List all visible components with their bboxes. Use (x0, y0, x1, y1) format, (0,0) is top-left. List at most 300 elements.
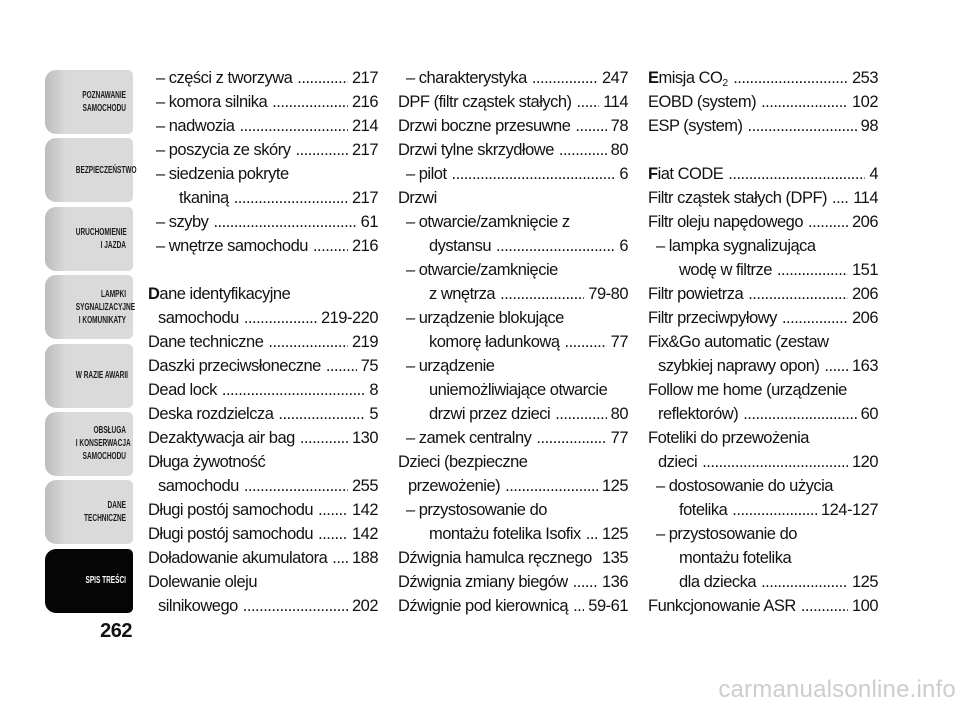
index-entry (648, 66, 878, 90)
index-entry (148, 546, 378, 570)
entry-label (429, 234, 491, 258)
index-entry-continuation (648, 354, 878, 378)
entry-label-text: – nadwozia (156, 117, 235, 135)
dot-leader (505, 474, 598, 498)
index-subentry (648, 234, 878, 258)
entry-label-text: Filtr przeciwpyłowy (648, 309, 777, 327)
dot-leader (272, 90, 348, 114)
dot-leader (808, 210, 848, 234)
index-subentry-continuation (398, 378, 628, 402)
entry-label (429, 522, 581, 546)
chapter-tab-label: SAMOCHODU (82, 102, 126, 114)
index-entry-continuation (148, 594, 378, 618)
dot-leader (761, 90, 848, 114)
entry-label (398, 114, 570, 138)
index-subentry (148, 162, 378, 186)
page-reference: 61 (360, 213, 378, 231)
entry-label (648, 210, 803, 234)
index-entry-continuation (148, 306, 378, 330)
index-subentry-continuation (648, 258, 878, 282)
index-entry (148, 450, 378, 474)
dot-leader (234, 186, 348, 210)
page-number: 262 (100, 620, 132, 642)
entry-label (658, 402, 738, 426)
index-column-3 (648, 66, 878, 618)
entry-label (398, 90, 572, 114)
entry-label (156, 114, 234, 138)
page-reference: 98 (860, 117, 878, 135)
page-reference: 216 (351, 93, 378, 111)
chapter-tab-label: BEZPIECZEŃSTWO (75, 163, 137, 176)
chapter-tab-label: URUCHOMIENIE (75, 225, 127, 238)
entry-label (429, 402, 550, 426)
entry-label-text: – siedzenia pokryte (156, 165, 289, 183)
page-reference: 253 (851, 69, 878, 87)
page-reference: 8 (369, 381, 378, 399)
entry-label-text: Fiat CODE (648, 165, 724, 183)
entry-label-text: montażu fotelika (679, 549, 792, 567)
index-entry (648, 186, 878, 210)
index-subentry (398, 258, 628, 282)
index-entry (648, 378, 878, 402)
entry-label (148, 330, 263, 354)
page-reference: 6 (619, 237, 628, 255)
dot-leader (239, 114, 347, 138)
dot-leader (532, 66, 598, 90)
entry-label-text: wodę w filtrze (679, 261, 772, 279)
entry-label-text: Drzwi (398, 189, 437, 207)
index-entry (398, 114, 628, 138)
entry-label (398, 594, 568, 618)
chapter-tab-lampki-sygnalizacyjne-i-komunikaty[interactable] (45, 275, 136, 339)
page-reference: 206 (851, 309, 878, 327)
entry-label (406, 498, 547, 522)
entry-label-text: – części z tworzywa (156, 69, 293, 87)
entry-label-text: Emisja CO (648, 69, 723, 87)
entry-label-text: dzieci (658, 453, 698, 471)
entry-label (429, 378, 607, 402)
page-reference: 151 (851, 261, 878, 279)
page-reference: 219 (351, 333, 378, 351)
dot-leader (559, 138, 607, 162)
page-reference: 6 (619, 165, 628, 183)
entry-label (156, 234, 308, 258)
index-subentry (398, 162, 628, 186)
index-subentry-continuation (398, 282, 628, 306)
entry-label (648, 90, 756, 114)
entry-label-text: szybkiej naprawy opon) (658, 357, 820, 375)
entry-label-text: Foteliki do przewożenia (648, 429, 809, 447)
page-reference: 77 (610, 429, 628, 447)
index-subentry (148, 210, 378, 234)
dot-leader (777, 258, 848, 282)
entry-label (658, 450, 697, 474)
index-entry (648, 282, 878, 306)
entry-label-text: Funkcjonowanie ASR (648, 597, 796, 615)
page-reference: 80 (610, 141, 628, 159)
dot-leader (728, 162, 865, 186)
dot-leader (243, 594, 348, 618)
dot-leader (801, 594, 848, 618)
chapter-tabs (45, 70, 137, 613)
page-reference: 217 (351, 69, 378, 87)
entry-label-text: – przystosowanie do (656, 525, 797, 543)
page-reference: 142 (351, 525, 378, 543)
entry-label (429, 330, 560, 354)
dot-leader (326, 354, 357, 378)
index-subentry-continuation (398, 234, 628, 258)
index-entry (648, 426, 878, 450)
page-reference: 163 (851, 357, 878, 375)
entry-label (148, 426, 295, 450)
index-entry-continuation (648, 450, 878, 474)
dot-leader (586, 522, 598, 546)
index-entry (148, 426, 378, 450)
page-reference: 102 (851, 93, 878, 111)
chapter-tab-label: TECHNICZNE (84, 512, 126, 525)
entry-label (658, 354, 819, 378)
entry-label (148, 402, 273, 426)
entry-label-text: – lampka sygnalizująca (656, 237, 816, 255)
entry-label (148, 450, 265, 474)
page-reference: 124-127 (820, 501, 878, 519)
entry-label-text: – szyby (156, 213, 209, 231)
index-entry-continuation (648, 402, 878, 426)
entry-label-text: – dostosowanie do użycia (656, 477, 833, 495)
index-entry (648, 210, 878, 234)
entry-label (406, 354, 494, 378)
page-reference: 80 (610, 405, 628, 423)
index-entry (148, 330, 378, 354)
index-subentry (148, 66, 378, 90)
dot-leader (555, 402, 606, 426)
entry-label (158, 594, 238, 618)
index-entry (398, 450, 628, 474)
index-subentry (398, 498, 628, 522)
entry-label (406, 426, 531, 450)
index-entry-continuation (398, 474, 628, 498)
dot-leader (824, 354, 848, 378)
dot-leader (500, 282, 584, 306)
entry-label-text: Dźwignia hamulca ręcznego (398, 549, 592, 567)
entry-label (429, 282, 495, 306)
index-column-1 (148, 66, 378, 618)
chapter-tab-label: I KONSERWACJA (75, 437, 131, 450)
entry-label (148, 546, 327, 570)
entry-label (156, 66, 292, 90)
entry-label (398, 138, 554, 162)
entry-label-text: samochodu (158, 477, 239, 495)
entry-label-text: – przystosowanie do (406, 501, 547, 519)
chapter-tab-label: OBSŁUGA (93, 424, 126, 437)
entry-label-text: Dezaktywacja air bag (148, 429, 295, 447)
entry-label (406, 306, 564, 330)
entry-label (156, 90, 267, 114)
index-subentry (398, 66, 628, 90)
index-entry (148, 378, 378, 402)
index-entry (148, 282, 378, 306)
index-entry (398, 546, 628, 570)
entry-label-text: reflektorów) (658, 405, 739, 423)
page-reference: 136 (601, 573, 628, 591)
page-reference: 60 (860, 405, 878, 423)
chapter-tab-label: SPIS TREŚCI (85, 574, 126, 587)
page-reference: 142 (351, 501, 378, 519)
entry-label (156, 162, 289, 186)
entry-label-text: Dolewanie oleju (148, 573, 257, 591)
entry-label (648, 426, 809, 450)
dot-leader (295, 138, 347, 162)
page-reference: 206 (851, 213, 878, 231)
entry-label (656, 522, 797, 546)
index-entry (648, 114, 878, 138)
dot-leader (761, 570, 848, 594)
entry-label (656, 234, 816, 258)
entry-label-text: Fix&Go automatic (zestaw (648, 333, 829, 351)
index-entry (398, 138, 628, 162)
page-reference: 59-61 (588, 597, 628, 615)
entry-label-text: Dead lock (148, 381, 217, 399)
index-subentry (148, 90, 378, 114)
page-reference: 75 (360, 357, 378, 375)
chapter-tab-label: DANE (107, 499, 126, 512)
entry-label (148, 354, 321, 378)
dot-leader (318, 522, 348, 546)
dot-leader (702, 450, 848, 474)
entry-label-text: Filtr powietrza (648, 285, 744, 303)
index-subentry (398, 306, 628, 330)
entry-label (148, 522, 313, 546)
entry-label-text: – otwarcie/zamknięcie z (406, 213, 570, 231)
chapter-tab-bezpieczenstwo[interactable] (45, 138, 137, 202)
page-reference: 100 (851, 597, 878, 615)
entry-label (406, 162, 447, 186)
entry-label (648, 114, 743, 138)
page-reference: 219-220 (320, 309, 378, 327)
dot-leader (222, 378, 365, 402)
dot-leader (748, 282, 848, 306)
page-reference: 255 (351, 477, 378, 495)
entry-label-text: Dźwignie pod kierownicą (398, 597, 569, 615)
index-subentry-continuation (648, 546, 878, 570)
index-entry (648, 330, 878, 354)
entry-label-text: dystansu (429, 237, 492, 255)
page-reference: 188 (351, 549, 378, 567)
index-subentry (398, 426, 628, 450)
page-reference: 120 (851, 453, 878, 471)
entry-label (398, 450, 527, 474)
page-reference: 78 (610, 117, 628, 135)
dot-leader (573, 570, 598, 594)
page-reference: 125 (601, 477, 628, 495)
dot-leader (452, 162, 616, 186)
index-subentry-continuation (398, 522, 628, 546)
chapter-tab-dane-techniczne[interactable] (45, 480, 133, 544)
entry-label (648, 66, 728, 90)
entry-label (148, 282, 290, 306)
chapter-tab-label: SYGNALIZACYJNE (75, 300, 136, 313)
entry-label (398, 570, 568, 594)
entry-label-text: – wnętrze samochodu (156, 237, 308, 255)
entry-label-text: Daszki przeciwsłoneczne (148, 357, 321, 375)
entry-label-text: Drzwi tylne skrzydłowe (398, 141, 554, 159)
index-entry (398, 90, 628, 114)
dot-leader (318, 498, 348, 522)
entry-label (398, 186, 437, 210)
dot-leader (244, 306, 317, 330)
index-entry (648, 594, 878, 618)
page-reference: 214 (351, 117, 378, 135)
index-entry (148, 354, 378, 378)
entry-label (648, 282, 743, 306)
chapter-tab-obsluga-i-konserwacja-samochodu[interactable] (45, 412, 133, 476)
entry-label-text: Drzwi boczne przesuwne (398, 117, 571, 135)
entry-label-text: – zamek centralny (406, 429, 532, 447)
entry-label-text: fotelika (679, 501, 728, 519)
page-reference: 77 (610, 333, 628, 351)
dot-leader (577, 90, 600, 114)
entry-label-text: Długi postój samochodu (148, 501, 314, 519)
index-column-2 (398, 66, 628, 618)
page-reference: 217 (351, 141, 378, 159)
entry-label-text: Długa żywotność (148, 453, 266, 471)
entry-label (648, 330, 829, 354)
entry-label-text: – komora silnika (156, 93, 268, 111)
entry-label-text: – charakterystyka (406, 69, 527, 87)
index-subentry (648, 474, 878, 498)
dot-leader (244, 474, 348, 498)
entry-label-text: przewożenie) (408, 477, 501, 495)
entry-label-text: – urządzenie (406, 357, 495, 375)
entry-label (648, 594, 796, 618)
index-subentry (398, 354, 628, 378)
dot-leader (573, 594, 584, 618)
entry-label-text: Filtr oleju napędowego (648, 213, 804, 231)
entry-label (179, 186, 229, 210)
dot-leader (575, 114, 606, 138)
chapter-tab-spis-tresci[interactable] (45, 549, 133, 613)
index-entry (148, 498, 378, 522)
entry-label (158, 474, 239, 498)
entry-label-text: dla dziecka (679, 573, 757, 591)
page-reference: 206 (851, 285, 878, 303)
chapter-tab-label: W RAZIE AWARII (75, 369, 128, 382)
entry-label (648, 186, 827, 210)
dot-leader (300, 426, 348, 450)
index-subentry-continuation (648, 570, 878, 594)
entry-label (156, 138, 290, 162)
entry-label-text: Follow me home (urządzenie (648, 381, 847, 399)
dot-leader (733, 66, 848, 90)
entry-label-text: Deska rozdzielcza (148, 405, 274, 423)
dot-leader (597, 546, 598, 570)
page-reference: 114 (603, 93, 628, 111)
page-reference: 130 (351, 429, 378, 447)
page-reference: 4 (869, 165, 878, 183)
page-reference: 125 (601, 525, 628, 543)
entry-label-text: montażu fotelika Isofix (429, 525, 581, 543)
index-subentry (648, 522, 878, 546)
dot-leader (496, 234, 615, 258)
chapter-tab-poznawanie-samochodu[interactable] (45, 70, 133, 134)
entry-label (648, 162, 723, 186)
entry-label (406, 66, 527, 90)
entry-label (148, 570, 257, 594)
entry-label (679, 570, 756, 594)
entry-label (156, 210, 208, 234)
entry-label-text: z wnętrza (429, 285, 496, 303)
entry-label (406, 258, 558, 282)
chapter-tab-uruchomienie-i-jazda[interactable] (45, 207, 133, 271)
entry-label-text: DPF (filtr cząstek stałych) (398, 93, 572, 111)
page-reference: 216 (351, 237, 378, 255)
dot-leader (297, 66, 348, 90)
chapter-tab-w-razie-awarii[interactable] (45, 344, 133, 408)
dot-leader (743, 402, 856, 426)
entry-label (406, 210, 570, 234)
entry-label-text: EOBD (system) (648, 93, 757, 111)
dot-leader (732, 498, 817, 522)
entry-label (656, 474, 833, 498)
entry-label (679, 546, 791, 570)
page-reference: 5 (369, 405, 378, 423)
index-subentry (148, 114, 378, 138)
chapter-tab-label: LAMPKI (101, 287, 126, 300)
dot-leader (332, 546, 348, 570)
entry-label (648, 306, 777, 330)
entry-label-subscript: 2 (722, 77, 729, 89)
entry-label-text: drzwi przez dzieci (429, 405, 551, 423)
index-entry (398, 186, 628, 210)
index-subentry-continuation (398, 402, 628, 426)
page-reference: 79-80 (588, 285, 628, 303)
index-subentry-continuation (148, 186, 378, 210)
chapter-tab-label: SAMOCHODU (82, 450, 126, 463)
entry-label (679, 258, 772, 282)
index-subentry (148, 138, 378, 162)
entry-label-text: ESP (system) (648, 117, 743, 135)
entry-label (148, 378, 217, 402)
chapter-tab-label: I KOMUNIKATY (78, 313, 126, 326)
entry-label-text: silnikowego (158, 597, 238, 615)
entry-label-text: – otwarcie/zamknięcie (406, 261, 558, 279)
index-entry (398, 594, 628, 618)
entry-label-text: Dźwignia zmiany biegów (398, 573, 568, 591)
dot-leader (313, 234, 348, 258)
page-reference: 217 (351, 189, 378, 207)
entry-label-text: Dane identyfikacyjne (148, 285, 291, 303)
entry-label-text: Filtr cząstek stałych (DPF) (648, 189, 828, 207)
index-entry-continuation (148, 474, 378, 498)
index-entry (148, 570, 378, 594)
entry-label (158, 306, 239, 330)
dot-leader (748, 114, 857, 138)
entry-label-text: uniemożliwiające otwarcie (429, 381, 608, 399)
index-subentry (148, 234, 378, 258)
index-entry (648, 90, 878, 114)
entry-label-text: Długi postój samochodu (148, 525, 314, 543)
chapter-tab-label: POZNAWANIE (82, 89, 126, 101)
page-reference: 114 (853, 189, 878, 207)
index-subentry (398, 210, 628, 234)
index-entry (398, 570, 628, 594)
index-subentry-continuation (648, 498, 878, 522)
page-reference: 125 (851, 573, 878, 591)
index-subentry-continuation (398, 330, 628, 354)
page-reference: 135 (601, 549, 628, 567)
page-reference: 202 (351, 597, 378, 615)
dot-leader (565, 330, 607, 354)
